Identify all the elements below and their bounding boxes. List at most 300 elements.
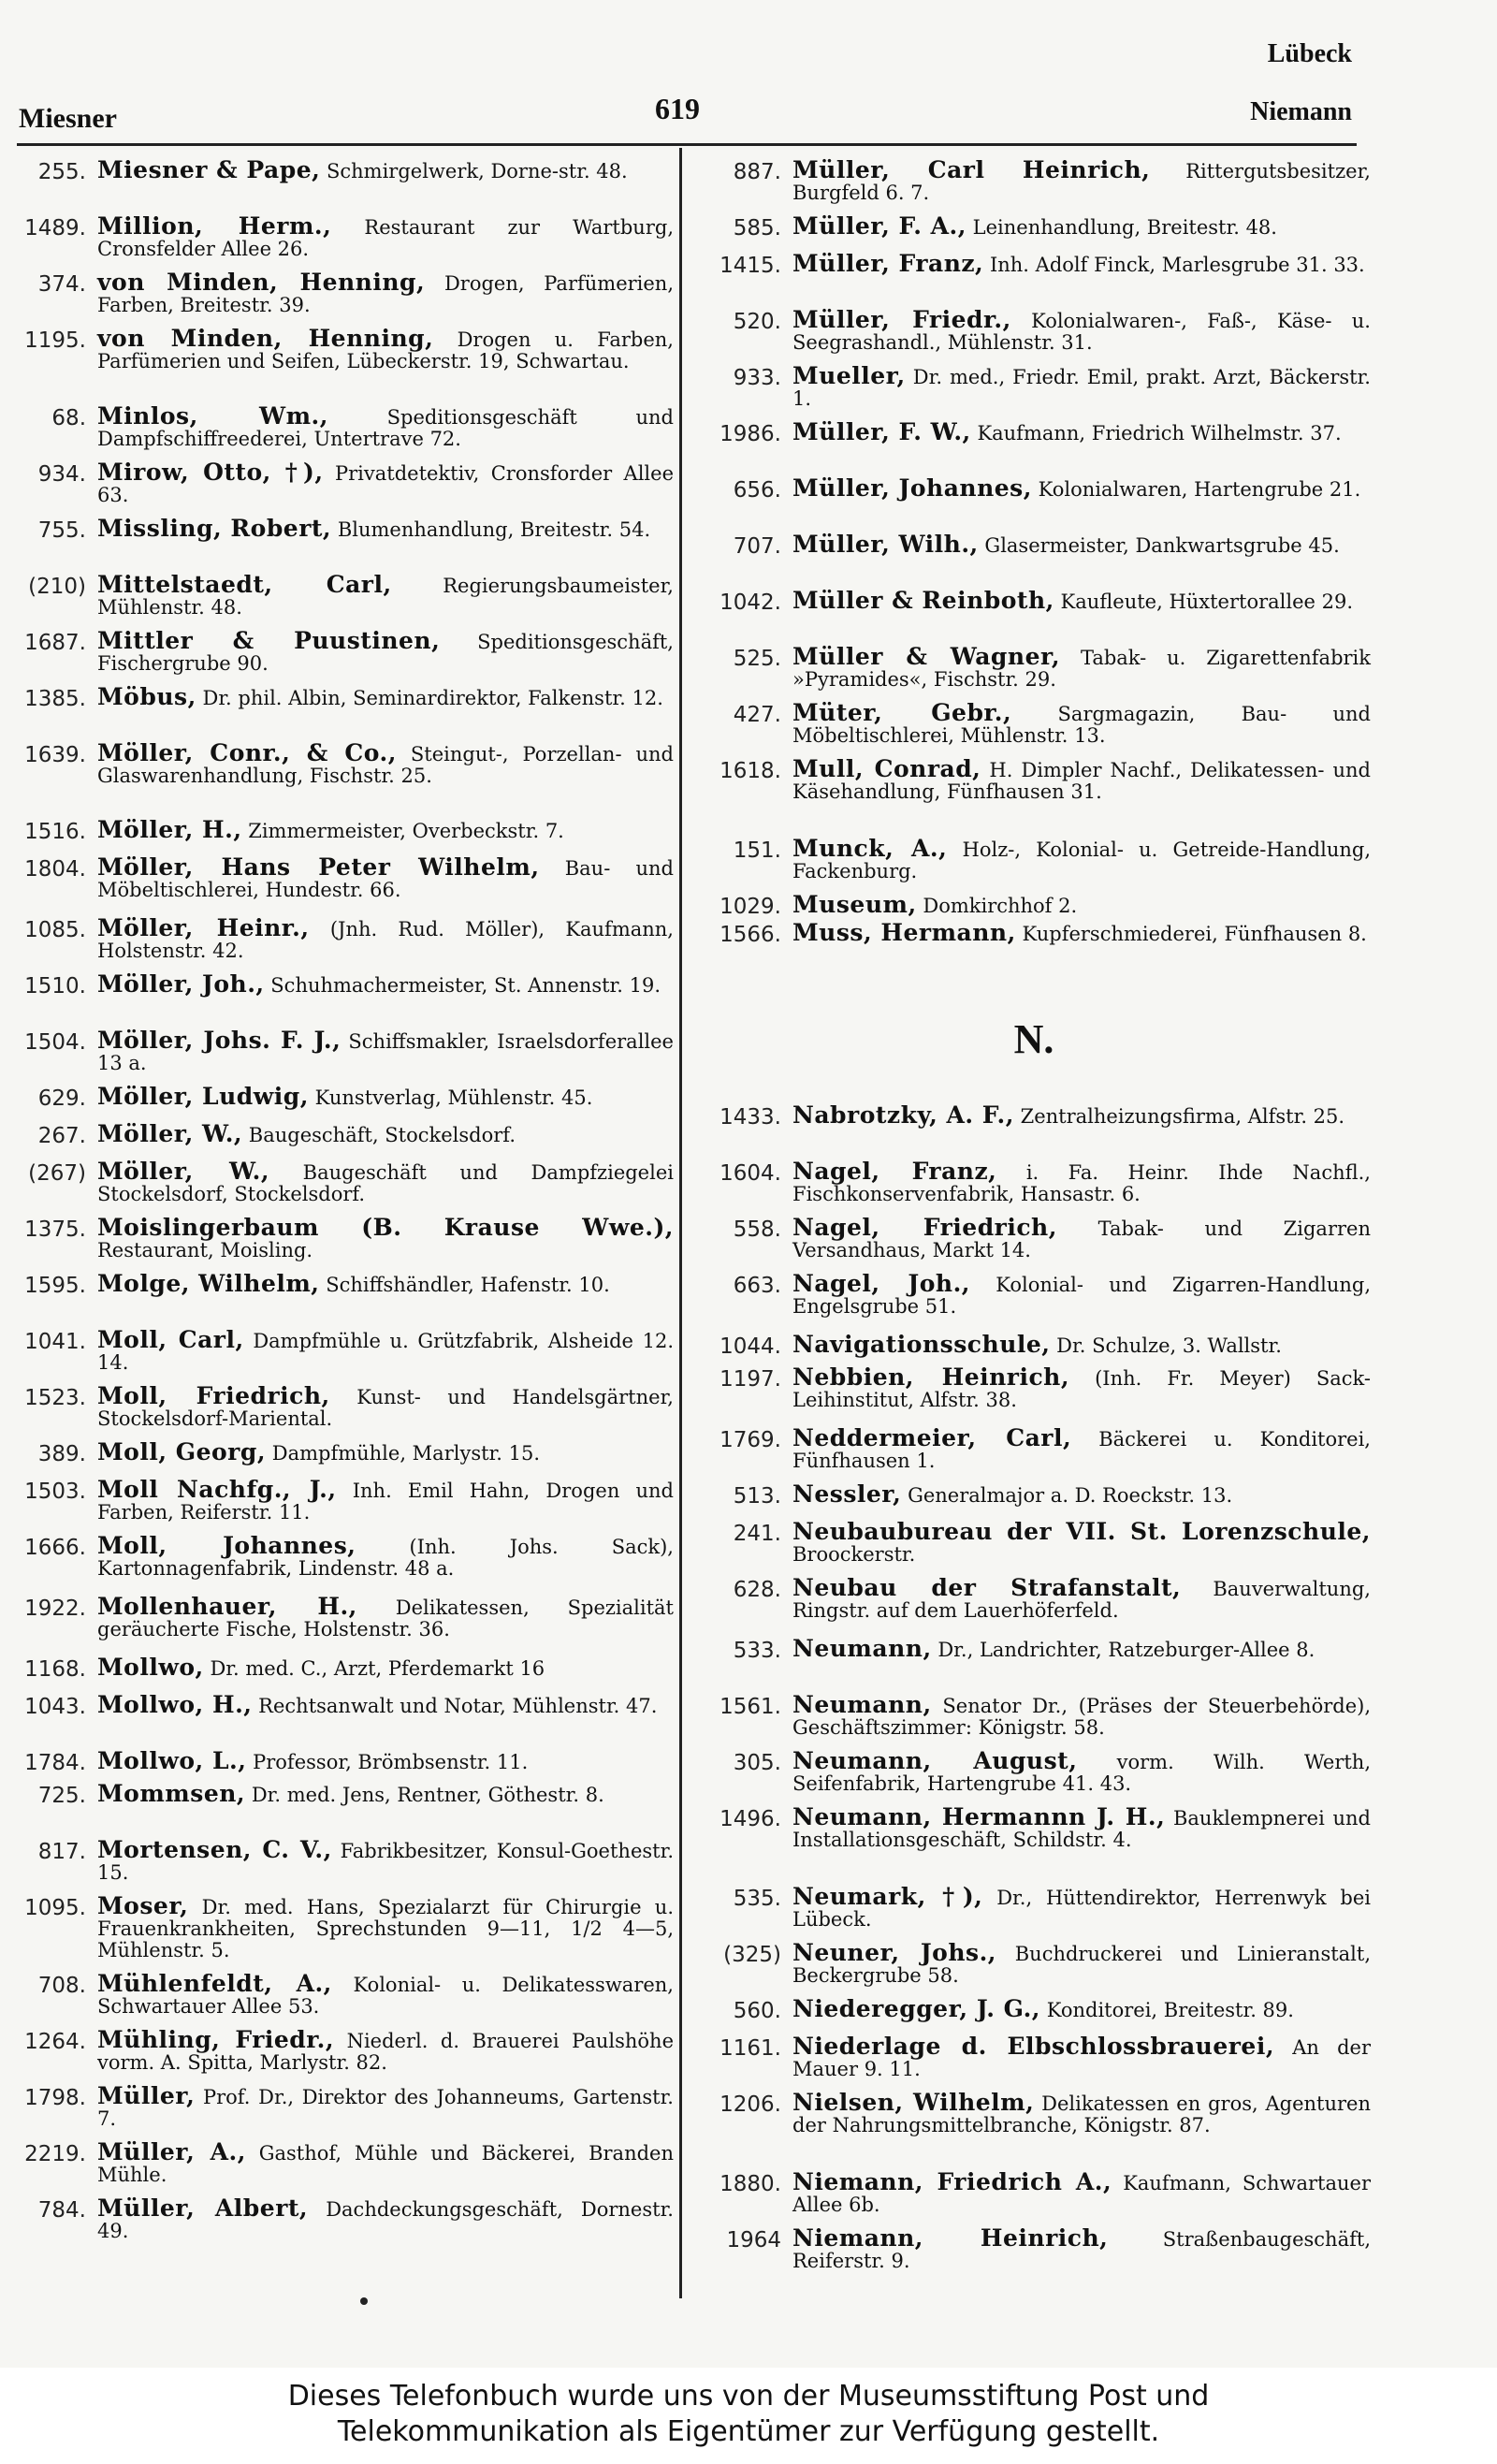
header-first-entry: Miesner [19,103,117,134]
entry-body [97,1691,674,1718]
phone-number: 151. [733,838,781,863]
entry-name: Nabrotzky, A. F., [792,1101,1014,1129]
entry-name: Müller, A., [97,2138,246,2165]
entry-name: Neumann, Hermannn J. H., [792,1803,1166,1830]
directory-entry [697,587,1371,615]
directory-entry [19,914,674,962]
phone-number: 1504. [24,1030,86,1055]
phone-number: 1804. [24,857,86,882]
directory-entry [19,325,674,372]
entry-body [792,1883,1371,1931]
phone-number: 1516. [24,820,86,844]
phone-number: 656. [733,478,781,503]
directory-entry [19,739,674,787]
directory-entry [697,891,1371,919]
phone-number: 1029. [719,895,781,919]
entry-details: Blumenhandlung, Breitestr. 54. [337,518,651,541]
entry-details: Kolonial- und Zigarren-Handlung, Engelsgrube 51. [792,1274,1371,1318]
entry-name: Niemann, Heinrich, [792,2224,1109,2252]
phone-number: 1206. [719,2092,781,2117]
entry-body [792,1363,1371,1411]
directory-entry [19,1836,674,1884]
entry-name: Müller, Wilh., [792,531,979,558]
entry-body [792,1518,1371,1566]
phone-number: 389. [37,1442,86,1466]
entry-details: Dr. med., Friedr. Emil, prakt. Arzt, Bäckerstr. 1. [792,366,1371,410]
directory-entry [19,461,674,506]
entry-body [97,1160,674,1205]
entry-body [97,325,674,372]
entry-details: Domkirchhof 2. [923,895,1078,917]
entry-name: Mittler & Puustinen, [97,627,441,654]
entry-details: Rittergutsbesitzer, Burgfeld 6. 7. [792,160,1371,204]
directory-entry [19,2026,674,2074]
entry-name: Niederegger, J. G., [792,1995,1041,2022]
entry-name: Neumann, August, [792,1747,1078,1774]
entry-name: Neubaubureau der VII. St. Lorenzschule, [792,1518,1371,1545]
entry-body [97,1747,674,1774]
entry-details: Kunstverlag, Mühlenstr. 45. [314,1086,593,1109]
phone-number: 535. [733,1887,781,1911]
entry-body [792,1939,1372,1987]
phone-number: 1433. [719,1105,781,1130]
entry-body [97,515,674,542]
entry-name: Müller, F. W., [792,418,971,445]
phone-number: 1168. [24,1657,86,1682]
phone-number: 1769. [719,1428,781,1452]
entry-details: Dr. Schulze, 3. Wallstr. [1056,1334,1282,1357]
header-rule [17,143,1357,146]
entry-details: Straßenbaugeschäft, Reiferstr. 9. [792,2228,1371,2272]
directory-entry [697,2224,1371,2272]
entry-body [97,1970,674,2018]
directory-entry [19,212,674,260]
page-number: 619 [655,92,700,125]
directory-entry [19,853,674,901]
entry-details: Niederl. d. Brauerei Paulshöhe vorm. A. Spitta, Marlystr. 82. [97,2030,674,2074]
entry-name: Neumann, [792,1691,932,1718]
entry-body [97,1029,674,1074]
phone-number: 1687. [24,631,86,655]
directory-entry [697,1803,1371,1851]
entry-name: Nagel, Friedrich, [792,1214,1057,1241]
phone-number: 520. [733,310,781,334]
entry-body [792,919,1371,946]
directory-entry [697,1635,1371,1663]
entry-details: Sargmagazin, Bau- und Möbeltischlerei, Mühlenstr. 13. [792,703,1371,747]
entry-body [97,1270,674,1297]
directory-entry [697,1574,1371,1622]
entry-name: Müller, Albert, [97,2194,309,2222]
entry-body [792,1574,1371,1622]
entry-body [97,1780,674,1807]
directory-entry [19,1656,674,1681]
phone-number: 533. [733,1639,781,1663]
entry-name: Moll, Friedrich, [97,1382,330,1409]
phone-number: 1195. [24,328,86,353]
header-last-entry: Niemann [1250,97,1352,126]
footer-notice [0,2368,1497,2464]
phone-number: 560. [733,1999,781,2023]
entry-name: Mortensen, C. V., [97,1836,332,1863]
entry-details: Schmirgelwerk, Dorne-str. 48. [327,160,628,182]
phone-number: 1375. [24,1217,86,1242]
phone-number: 1639. [24,743,86,767]
entry-details: Zimmermeister, Overbeckstr. 7. [248,820,564,842]
directory-entry [697,1747,1371,1795]
entry-name: Nielsen, Wilhelm, [792,2089,1035,2116]
entry-details: Kaufmann, Schwartauer Allee 6b. [792,2172,1371,2216]
entry-details: Baugeschäft und Dampfziegelei Stockelsdorf, Stockelsdorf. [97,1161,674,1205]
entry-name: Nagel, Joh., [792,1270,970,1297]
entry-details: Bauverwaltung, Ringstr. auf dem Lauerhöferfeld. [792,1578,1371,1622]
phone-number: 628. [733,1578,781,1602]
entry-name: Möller, W., [97,1158,270,1185]
entry-body [792,250,1371,277]
entry-body [792,1803,1371,1851]
directory-entry [19,1747,674,1775]
directory-entry [697,1691,1371,1739]
entry-body [97,1892,674,1961]
directory-entry [19,1780,674,1808]
entry-details: Steingut-, Porzellan- und Glaswarenhandlung, Fischstr. 25. [97,743,674,787]
entry-details: Dr., Landrichter, Ratzeburger-Allee 8. [937,1639,1315,1661]
phone-number: 1385. [24,687,86,711]
entry-name: Möller, W., [97,1120,243,1147]
entry-name: Mirow, Otto, †), [97,459,324,486]
entry-name: Moll, Johannes, [97,1532,356,1559]
entry-name: Molge, Wilhelm, [97,1270,320,1297]
phone-number: 1496. [719,1807,781,1831]
entry-name: Niemann, Friedrich A., [792,2168,1112,2195]
phone-number: 1604. [719,1161,781,1186]
phone-number: 68. [51,406,86,430]
entry-details: (Inh. Fr. Meyer) Sack-Leihinstitut, Alfstr. 38. [792,1367,1371,1411]
entry-name: Mommsen, [97,1780,246,1807]
entry-details: Speditionsgeschäft und Dampfschiffreederei, Untertrave 72. [97,406,674,450]
entry-body [97,627,674,675]
phone-number: 305. [733,1751,781,1775]
phone-number: 1503. [24,1480,86,1504]
entry-body [97,2194,674,2242]
phone-number: 513. [733,1484,781,1509]
entry-name: Möller, Johs. F. J., [97,1027,342,1054]
footer-line-2: Telekommunikation als Eigentümer zur Verfügung gestellt. [337,2415,1160,2448]
entry-name: Mueller, [792,362,906,389]
phone-number: 1044. [719,1334,781,1359]
entry-body [97,461,674,506]
entry-details: Kaufmann, Friedrich Wilhelmstr. 37. [977,422,1342,445]
directory-entry [19,1691,674,1719]
entry-body [792,306,1371,354]
entry-details: Delikatessen en gros, Agenturen der Nahrungsmittelbranche, Königstr. 87. [792,2092,1371,2136]
entry-body [97,1476,674,1524]
entry-body [97,2082,674,2130]
directory-entry [19,1970,674,2018]
phone-number: 784. [37,2198,86,2223]
phone-number: 1489. [24,216,86,241]
directory-entry [19,1326,674,1374]
phone-number: 1798. [24,2086,86,2110]
phone-number: 1964 [726,2228,781,2253]
entry-name: Muss, Hermann, [792,919,1016,946]
entry-details: Dr. med. Hans, Spezialarzt für Chirurgie u. Frauenkrankheiten, Sprechstunden 9—11, 1/2 4—5, Mühlenstr. 5. [97,1896,674,1961]
directory-entry [19,2138,674,2186]
phone-number: 1618. [719,759,781,783]
entry-details: Dr., Hüttendirektor, Herrenwyk bei Lübeck. [792,1887,1371,1931]
directory-entry [19,1120,674,1148]
entry-name: Möller, Joh., [97,970,265,998]
directory-entry [697,212,1371,241]
phone-number: 241. [733,1522,781,1546]
entry-name: Museum, [792,891,917,918]
entry-details: Bau- und Möbeltischlerei, Hundestr. 66. [97,857,674,901]
entry-name: Müller, Johannes, [792,474,1032,502]
entry-details: Tabak- und Zigarren Versandhaus, Markt 14. [792,1217,1371,1261]
phone-number: 1986. [719,422,781,446]
entry-details: Bauklempnerei und Installationsgeschäft, Schildstr. 4. [792,1807,1371,1851]
entry-name: Nebbien, Heinrich, [792,1363,1070,1391]
entry-name: Möller, H., [97,816,242,843]
directory-entry [697,755,1371,803]
entry-details: Bäckerei u. Konditorei, Fünfhausen 1. [792,1428,1371,1472]
entry-body [792,1480,1371,1508]
phone-number: 707. [733,534,781,559]
directory-entry [697,306,1371,354]
entry-name: Möller, Ludwig, [97,1083,309,1110]
directory-entry [19,1593,674,1640]
phone-number: 1043. [24,1695,86,1719]
phone-number: 1784. [24,1751,86,1775]
entry-details: Speditionsgeschäft, Fischergrube 90. [97,631,674,675]
phone-number: 1561. [719,1695,781,1719]
entry-name: von Minden, Henning, [97,325,434,352]
entry-details: Kaufleute, Hüxtertorallee 29. [1060,590,1354,613]
entry-details: Fabrikbesitzer, Konsul-Goethestr. 15. [97,1840,674,1884]
entry-name: Mittelstaedt, Carl, [97,571,392,598]
directory-entry [19,1029,674,1074]
entry-body [97,1382,674,1430]
directory-entry [697,2089,1371,2136]
entry-details: Inh. Adolf Finck, Marlesgrube 31. 33. [989,254,1365,276]
entry-body [792,1160,1371,1205]
entry-body [792,1101,1371,1129]
directory-entry [697,362,1371,410]
entry-name: Million, Herm., [97,212,332,240]
entry-details: Kolonial- u. Delikatesswaren, Schwartauer Allee 53. [97,1974,674,2018]
entry-body [97,816,674,843]
entry-body [97,683,674,710]
phone-number: (325) [723,1943,781,1967]
entry-body [97,2138,674,2186]
entry-details: Kolonialwaren-, Faß-, Käse- u. Seegrashandl., Mühlenstr. 31. [792,310,1371,354]
directory-entry [697,533,1371,558]
directory-entry [697,1480,1371,1509]
phone-number: 1161. [719,2036,781,2061]
phone-number: 934. [37,462,86,487]
entry-details: Privatdetektiv, Cronsforder Allee 63. [97,462,674,506]
entry-body [792,1747,1371,1795]
entry-body [792,1691,1371,1739]
section-letter-heading: N. [1013,1016,1054,1062]
directory-entry [19,816,674,844]
entry-body [792,1214,1371,1261]
entry-name: Nagel, Franz, [792,1158,997,1185]
phone-number: 427. [733,703,781,727]
directory-entry [697,1424,1371,1472]
phone-number: 1510. [24,974,86,999]
entry-name: Mollwo, L., [97,1747,247,1774]
directory-entry [697,699,1371,747]
entry-details: Baugeschäft, Stockelsdorf. [248,1124,516,1146]
entry-details: Schiffshändler, Hafenstr. 10. [326,1274,610,1296]
directory-entry [19,627,674,675]
entry-details: Prof. Dr., Direktor des Johanneums, Gartenstr. 7. [97,2086,674,2130]
entry-body [97,212,674,260]
entry-name: Mull, Conrad, [792,755,981,782]
directory-entry [19,2194,674,2242]
directory-entry [19,1214,674,1261]
entry-name: Müter, Gebr., [792,699,1012,726]
phone-number: 1197. [719,1367,781,1392]
entry-details: Generalmajor a. D. Roeckstr. 13. [908,1484,1233,1507]
column-divider [679,148,682,2298]
phone-number: 585. [733,216,781,241]
entry-details: Glasermeister, Dankwartsgrube 45. [984,534,1340,557]
entry-details: Dampfmühle, Marlystr. 15. [271,1442,541,1465]
entry-name: Müller & Reinboth, [792,587,1054,614]
directory-entry [697,919,1371,947]
directory-entry [19,1438,674,1466]
entry-name: Mollenhauer, H., [97,1593,357,1620]
entry-name: Möller, Hans Peter Wilhelm, [97,853,540,881]
directory-entry [19,1892,674,1961]
entry-body [792,891,1371,918]
phone-number: 933. [733,366,781,390]
phone-number: (210) [28,575,86,599]
entry-name: Neuner, Johs., [792,1939,996,1966]
entry-details: Schiffsmakler, Israelsdorferallee 13 a. [97,1030,674,1074]
directory-entry [697,250,1371,278]
entry-details: Kunst- und Handelsgärtner, Stockelsdorf-Mariental. [97,1386,674,1430]
phone-number: 755. [37,518,86,543]
entry-body [97,739,674,787]
entry-name: Neumann, [792,1635,932,1662]
entry-body [792,362,1371,410]
entry-body [97,1214,674,1261]
phone-number: 725. [37,1784,86,1808]
entry-details: Dr. med. C., Arzt, Pferdemarkt 16 [210,1657,545,1680]
directory-entry [697,835,1371,882]
entry-details: Leinenhandlung, Breitestr. 48. [972,216,1277,239]
entry-details: Inh. Emil Hahn, Drogen und Farben, Reiferstr. 11. [97,1480,674,1524]
entry-details: Drogen u. Farben, Parfümerien und Seifen, Lübeckerstr. 19, Schwartau. [97,328,674,372]
entry-details: (Jnh. Rud. Möller), Kaufmann, Holstenstr. 42. [97,918,674,962]
phone-number: 1595. [24,1274,86,1298]
entry-body [97,1326,674,1374]
directory-entry [697,1995,1371,2023]
entry-name: Mollwo, H., [97,1691,253,1718]
entry-body [97,2026,674,2074]
directory-entry [697,1270,1371,1318]
directory-entry [697,1160,1371,1205]
entry-name: Neubau der Strafanstalt, [792,1574,1182,1601]
entry-body [792,1270,1371,1318]
entry-body [97,1836,674,1884]
entry-body [792,212,1371,240]
phone-number: 708. [37,1974,86,1998]
phone-number: 558. [733,1217,781,1242]
entry-details: H. Dimpler Nachf., Delikatessen- und Käsehandlung, Fünfhausen 31. [792,759,1371,803]
entry-body [792,1331,1371,1358]
entry-details: Holz-, Kolonial- u. Getreide-Handlung, Fackenburg. [792,838,1371,882]
entry-name: Möbus, [97,683,196,710]
directory-entry [19,271,674,316]
entry-body [97,914,674,962]
entry-details: Kupferschmiederei, Fünfhausen 8. [1022,923,1367,945]
entry-body [97,1532,674,1580]
entry-body [792,587,1371,614]
entry-body [97,970,674,998]
entry-body [792,2089,1371,2136]
entry-details: Regierungsbaumeister, Mühlenstr. 48. [97,575,674,619]
entry-body [97,1656,674,1680]
entry-name: Miesner & Pape, [97,156,321,183]
phone-number: 374. [37,272,86,297]
entry-details: Drogen, Parfümerien, Farben, Breitestr. 39. [97,272,675,316]
entry-body [97,571,674,619]
phone-number: 629. [37,1086,86,1111]
directory-entry [697,643,1371,691]
entry-body [97,271,674,316]
entry-name: Moll, Georg, [97,1438,267,1465]
entry-body [97,1120,674,1147]
entry-details: Professor, Brömbsenstr. 11. [253,1751,529,1773]
phone-number: 1085. [24,918,86,942]
directory-entry [697,418,1371,446]
directory-entry [697,156,1371,204]
entry-details: Restaurant, Moisling. [97,1239,313,1261]
entry-name: Minlos, Wm., [97,402,328,430]
directory-entry [19,1083,674,1111]
entry-body [792,643,1371,691]
directory-entry [19,1270,674,1298]
directory-entry [697,474,1371,503]
directory-entry [19,1476,674,1524]
entry-details: Dampfmühle u. Grützfabrik, Alsheide 12. 14. [97,1330,674,1374]
directory-entry [697,1363,1371,1411]
entry-details: Schuhmachermeister, St. Annenstr. 19. [270,974,661,997]
directory-entry [19,683,674,711]
phone-number: 1095. [24,1896,86,1920]
phone-number: 887. [733,160,781,184]
directory-entry [19,1532,674,1580]
entry-body [792,1635,1371,1662]
phone-number: 1922. [24,1596,86,1621]
entry-name: Mühling, Friedr., [97,2026,335,2053]
phone-number: 1880. [719,2172,781,2196]
directory-entry [697,1518,1371,1566]
entry-details: Konditorei, Breitestr. 89. [1046,1999,1294,2021]
entry-body [792,1424,1371,1472]
phone-number: 2219. [24,2142,86,2166]
phone-number: 1566. [719,923,781,947]
entry-name: Müller, F. A., [792,212,967,240]
phone-number: 1415. [719,254,781,278]
directory-entry [19,402,674,450]
entry-name: Munck, A., [792,835,948,862]
entry-body [97,156,674,183]
